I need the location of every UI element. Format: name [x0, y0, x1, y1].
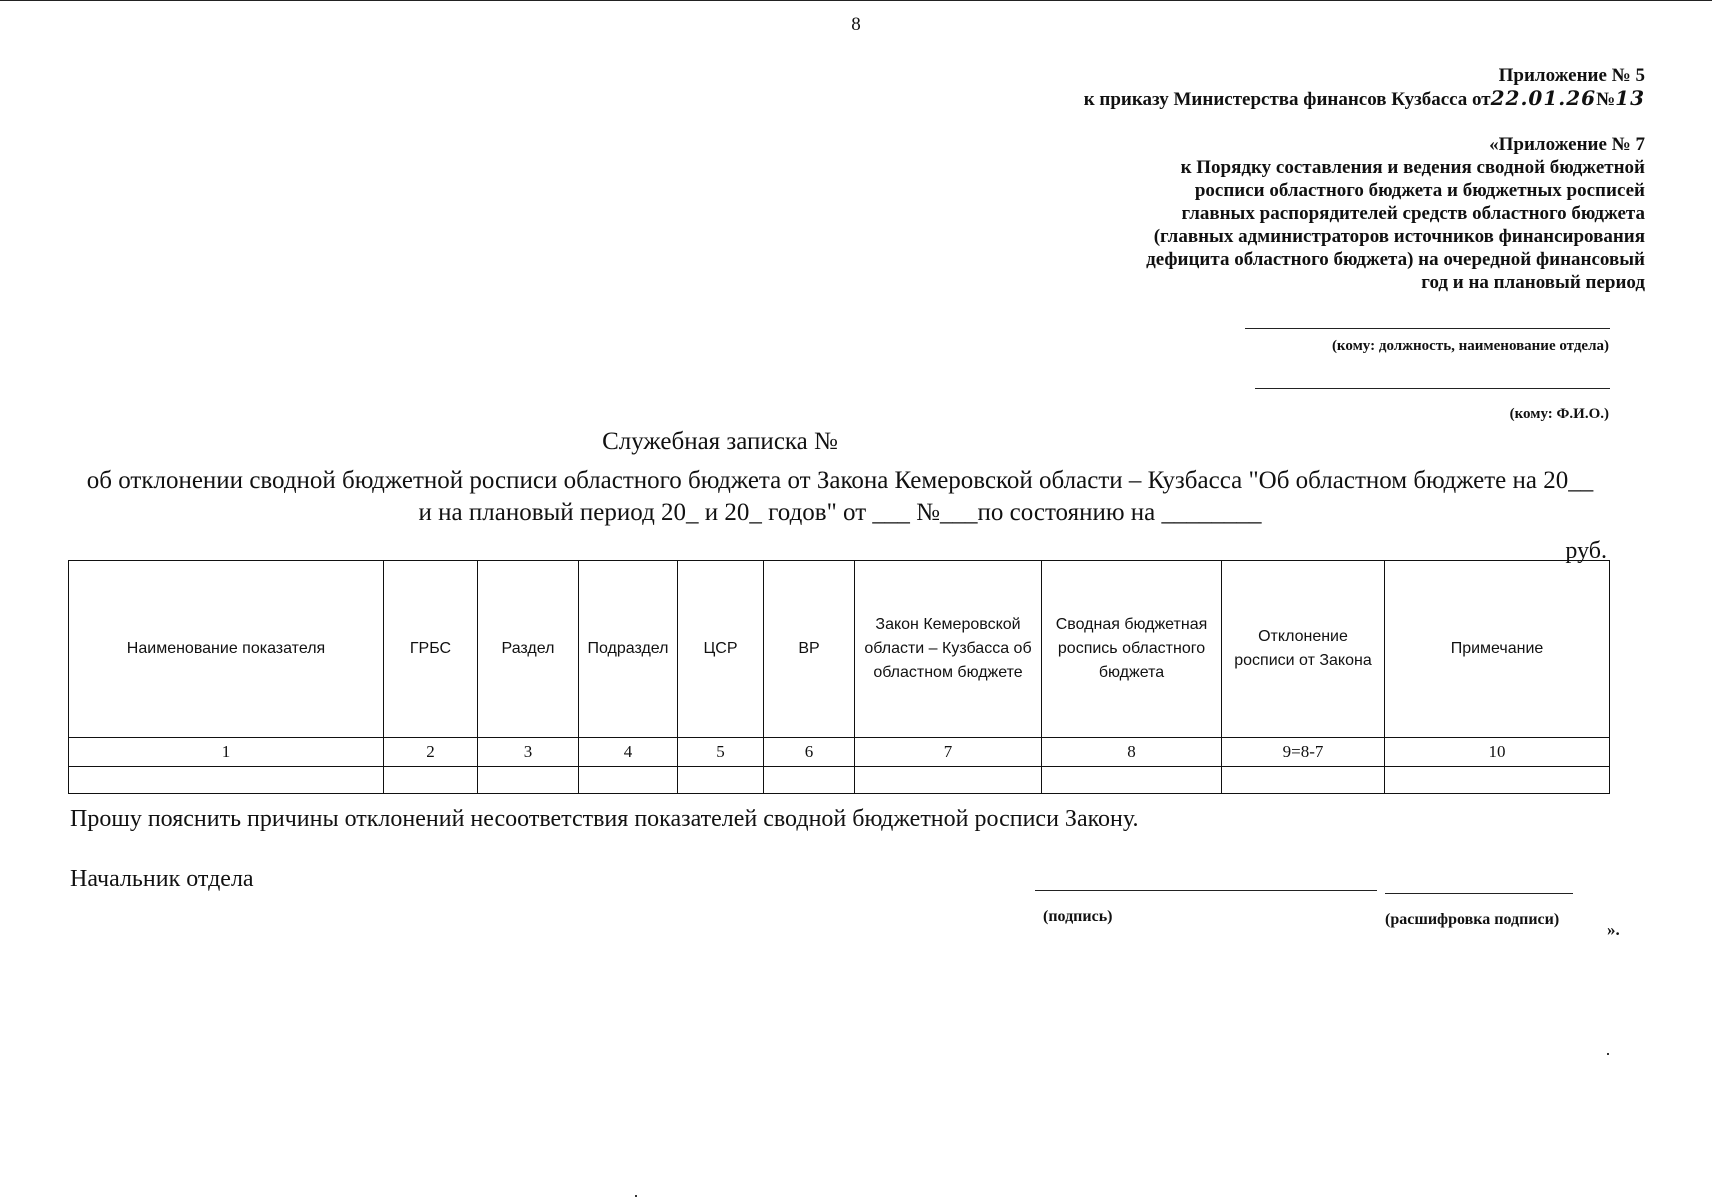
signature-decode-line: [1385, 893, 1573, 894]
currency-unit: руб.: [1565, 538, 1607, 564]
signature-caption: (подпись): [1043, 908, 1113, 925]
scan-artifact-dot: [1607, 1053, 1609, 1055]
header-cell: Наименование показателя: [69, 561, 384, 738]
annex-7-line: росписи областного бюджета и бюджетных росписей: [1194, 180, 1645, 201]
annex-7-line: «Приложение № 7: [1489, 134, 1645, 155]
header-cell: ЦСР: [678, 561, 764, 738]
number-sign: №: [1596, 89, 1616, 110]
signature-line: [1035, 890, 1377, 891]
header-cell: Примечание: [1385, 561, 1610, 738]
column-number-cell: 7: [855, 738, 1042, 767]
handwritten-date: 22.01.26: [1490, 86, 1597, 110]
annex-5-title: Приложение № 5: [1498, 65, 1645, 86]
empty-cell: [764, 767, 855, 794]
table-empty-row: [69, 767, 1610, 794]
column-number-cell: 8: [1042, 738, 1222, 767]
deviation-table: [68, 560, 1610, 794]
annex-7-line: год и на плановый период: [1421, 272, 1645, 293]
header-cell: Сводная бюджетная роспись областного бюджета: [1042, 561, 1222, 738]
request-text: Прошу пояснить причины отклонений несоответствия показателей сводной бюджетной росписи Закону.: [70, 806, 1139, 832]
memo-subtitle-line-1: об отклонении сводной бюджетной росписи областного бюджета от Закона Кемеровской области – Кузбасса "Об областном бюджете на 20__: [86, 467, 1594, 494]
table-header-row: [69, 561, 1610, 738]
annex-7-line: (главных администраторов источников финансирования: [1153, 226, 1645, 247]
column-number-cell: 1: [69, 738, 384, 767]
recipient-position-line: [1245, 328, 1610, 329]
column-number-cell: 4: [579, 738, 678, 767]
header-cell: ГРБС: [384, 561, 478, 738]
header-cell: Отклонение росписи от Закона: [1222, 561, 1385, 738]
recipient-name-caption: (кому: Ф.И.О.): [1509, 406, 1609, 422]
annex-5-header: [1084, 64, 1645, 111]
annex-5-order-line: [1084, 87, 1645, 111]
empty-cell: [678, 767, 764, 794]
memo-subtitle-line-2: и на плановый период 20_ и 20_ годов" от ___ №___по состоянию на ________: [418, 499, 1262, 526]
memo-subtitle: [70, 465, 1610, 529]
annex-5-order-prefix: к приказу Министерства финансов Кузбасса от: [1083, 89, 1491, 110]
empty-cell: [855, 767, 1042, 794]
table-number-row: [69, 738, 1610, 767]
empty-cell: [478, 767, 579, 794]
empty-cell: [1385, 767, 1610, 794]
empty-cell: [1222, 767, 1385, 794]
empty-cell: [1042, 767, 1222, 794]
closing-quote: ».: [1607, 920, 1620, 939]
recipient-position-caption: (кому: должность, наименование отдела): [1331, 338, 1609, 354]
recipient-name-line: [1255, 388, 1610, 389]
empty-cell: [579, 767, 678, 794]
annex-7-line: дефицита областного бюджета) на очередной финансовый: [1146, 249, 1645, 270]
column-number-cell: 10: [1385, 738, 1610, 767]
page-number: 8: [851, 14, 861, 35]
signatory-role: Начальник отдела: [70, 866, 254, 892]
scan-artifact-dot: [635, 1195, 637, 1197]
header-cell: Закон Кемеровской области – Кузбасса об областном бюджете: [855, 561, 1042, 738]
header-cell: Подраздел: [579, 561, 678, 738]
column-number-cell: 9=8-7: [1222, 738, 1385, 767]
memo-title: Служебная записка №: [602, 428, 838, 455]
empty-cell: [384, 767, 478, 794]
top-border-line: [0, 0, 1712, 1]
annex-7-header: [1146, 133, 1645, 294]
annex-7-line: главных распорядителей средств областного бюджета: [1181, 203, 1645, 224]
signature-decode-caption: (расшифровка подписи): [1385, 911, 1560, 928]
handwritten-order-number: 13: [1615, 86, 1645, 110]
column-number-cell: 2: [384, 738, 478, 767]
header-cell: Раздел: [478, 561, 579, 738]
header-cell: ВР: [764, 561, 855, 738]
column-number-cell: 6: [764, 738, 855, 767]
annex-7-line: к Порядку составления и ведения сводной бюджетной: [1180, 157, 1645, 178]
column-number-cell: 3: [478, 738, 579, 767]
empty-cell: [69, 767, 384, 794]
column-number-cell: 5: [678, 738, 764, 767]
